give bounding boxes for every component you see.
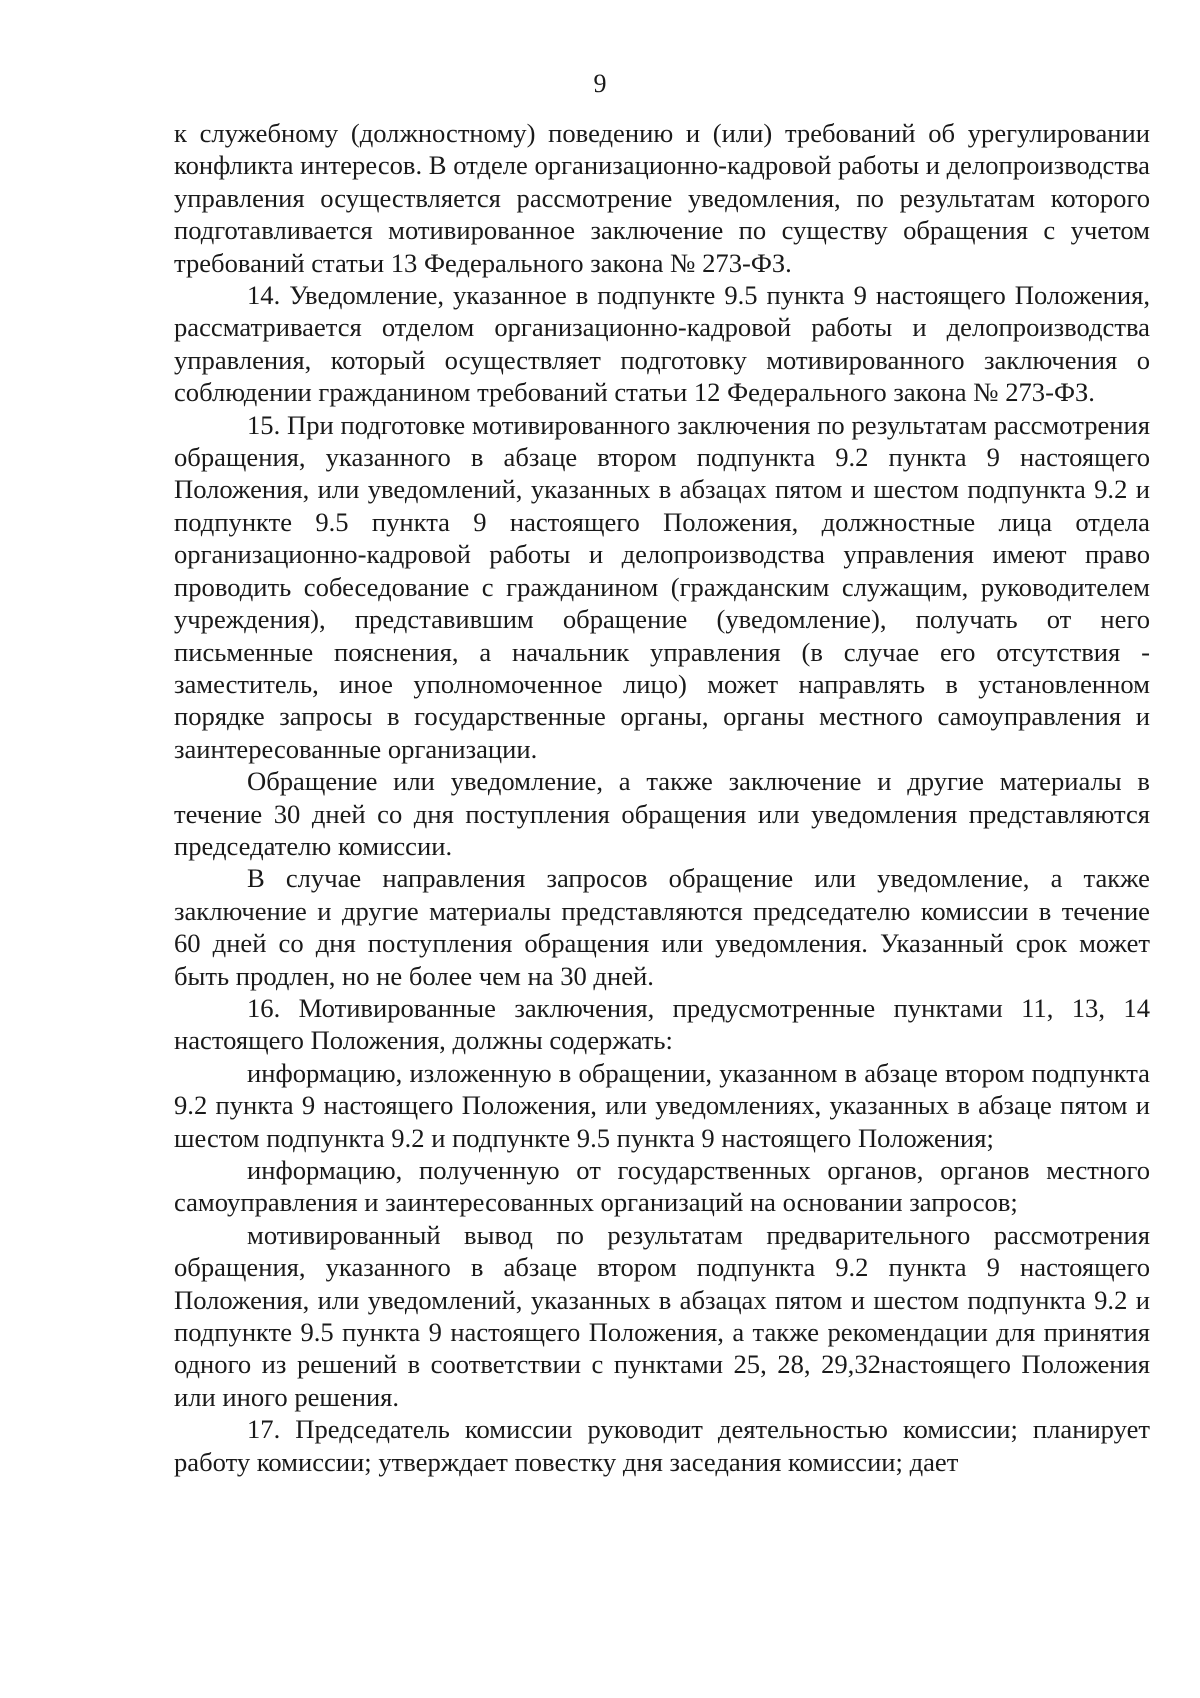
paragraph-continuation: к служебному (должностному) поведению и (или) требований об урегулировании конфликта интересов. В отделе организационно-кадровой работы и делопроизводства управления осуществляется рассмотрение уведомления, по результатам которого подготавливается мотивированное заключение по существу обращения с учетом требований статьи 13 Федерального закона № 273-ФЗ. [174, 118, 1150, 278]
paragraph-item-15-requests: В случае направления запросов обращение или уведомление, а также заключение и другие материалы представляются председателю комиссии в течение 60 дней со дня поступления обращения или уведомления. Указанный срок может быть продлен, но не более чем на 30 дней. [174, 863, 1150, 991]
paragraph-item-16-info-agencies: информацию, полученную от государственных органов, органов местного самоуправления и заинтересованных организаций на основании запросов; [174, 1155, 1150, 1218]
paragraph-item-16-conclusion: мотивированный вывод по результатам предварительного рассмотрения обращения, указанного в абзаце втором подпункта 9.2 пункта 9 настоящего Положения, или уведомлений, указанных в абзацах пятом и шестом подпункта 9.2 и подпункте 9.5 пункта 9 настоящего Положения, а также рекомендации для принятия одного из решений в соответствии с пунктами 25, 28, 29,32настоящего Положения или иного решения. [174, 1219, 1150, 1412]
paragraph-item-14: 14. Уведомление, указанное в подпункте 9.5 пункта 9 настоящего Положения, рассматривается отделом организационно-кадровой работы и делопроизводства управления, который осуществляет подготовку мотивированного заключения о соблюдении гражданином требований статьи 12 Федерального закона № 273-ФЗ. [174, 280, 1150, 408]
paragraph-item-17: 17. Председатель комиссии руководит деятельностью комиссии; планирует работу комиссии; утверждает повестку дня заседания комиссии; дает [174, 1414, 1150, 1477]
paragraph-item-15: 15. При подготовке мотивированного заключения по результатам рассмотрения обращения, указанного в абзаце втором подпункта 9.2 пункта 9 настоящего Положения, или уведомлений, указанных в абзацах пятом и шестом подпункта 9.2 и подпункте 9.5 пункта 9 настоящего Положения, должностные лица отдела организационно-кадровой работы и делопроизводства управления имеют право проводить собеседование с гражданином (гражданским служащим, руководителем учреждения), представившим обращение (уведомление), получать от него письменные пояснения, а начальник управления (в случае его отсутствия - заместитель, иное уполномоченное лицо) может направлять в установленном порядке запросы в государственные органы, органы местного самоуправления и заинтересованные организации. [174, 409, 1150, 764]
paragraph-item-16: 16. Мотивированные заключения, предусмотренные пунктами 11, 13, 14 настоящего Положения, должны содержать: [174, 992, 1150, 1056]
document-body [174, 117, 1150, 1478]
paragraph-item-15-materials: Обращение или уведомление, а также заключение и другие материалы в течение 30 дней со дня поступления обращения или уведомления представляются председателю комиссии. [174, 766, 1150, 861]
page-number: 9 [593, 69, 607, 98]
paragraph-item-16-info-appeal: информацию, изложенную в обращении, указанном в абзаце втором подпункта 9.2 пункта 9 настоящего Положения, или уведомлениях, указанных в абзаце пятом и шестом подпункта 9.2 и подпункте 9.5 пункта 9 настоящего Положения; [174, 1057, 1150, 1153]
